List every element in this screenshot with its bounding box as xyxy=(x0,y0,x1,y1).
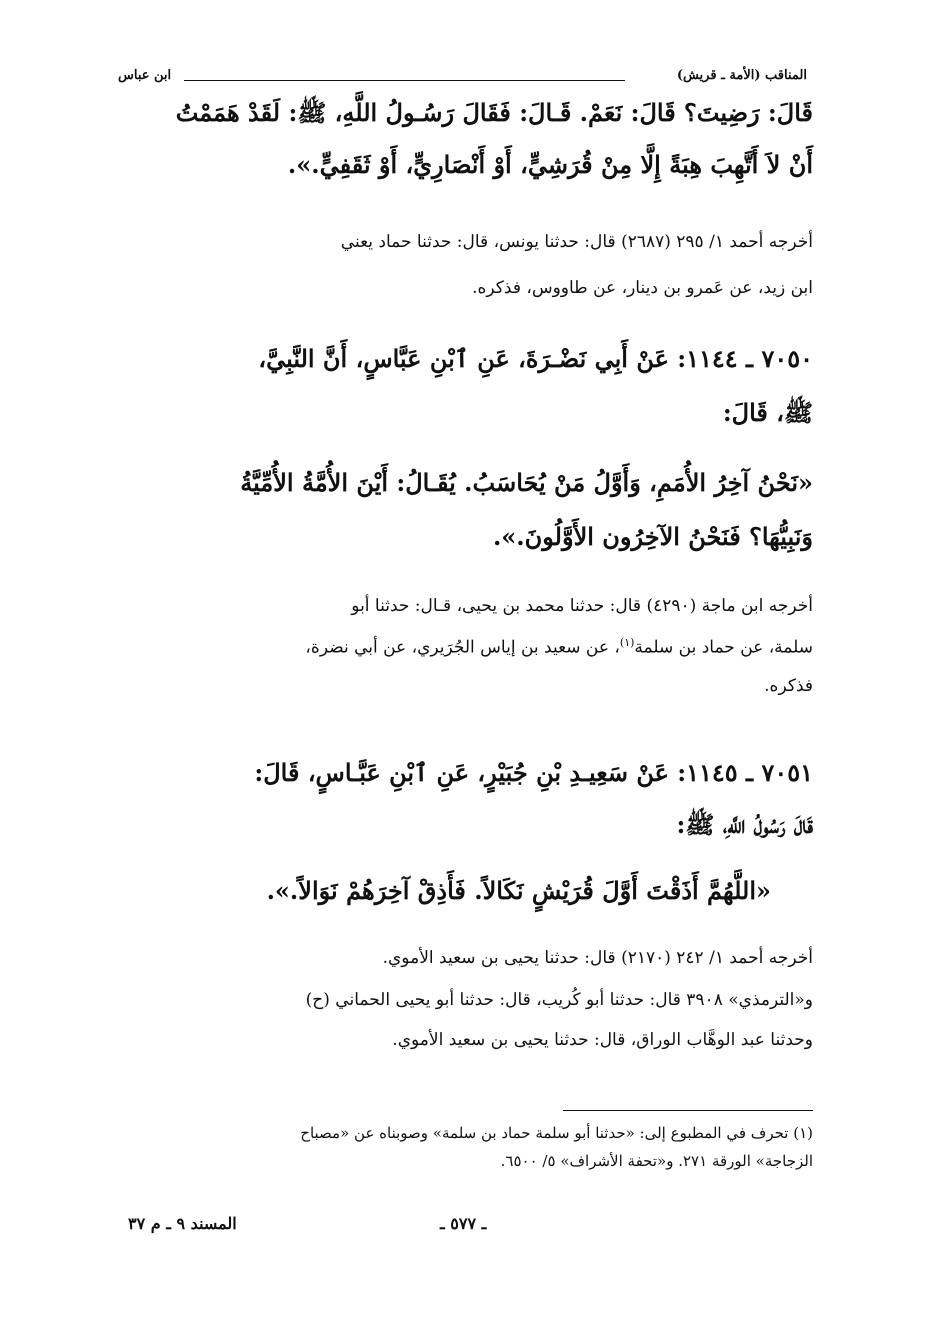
hadith-text-1-line-1: قَالَ: رَضِيتَ؟ قَالَ: نَعَمْ. قَـالَ: فَقَالَ رَسُـولُ اللَّهِ، ﷺ: لَقَدْ هَمَمْتُ xyxy=(175,98,813,127)
hadith-7051-line-1: ٧٠٥١ ـ ١١٤٥: عَنْ سَعِيـدِ بْنِ جُبَيْرٍ، عَنِ ٱبْنِ عَبَّـاسٍ، قَالَ: xyxy=(254,758,813,787)
source-note-3-line-3: وحدثنا عبد الوهَّاب الوراق، قال: حدثنا يحيى بن سعيد الأموي. xyxy=(392,1030,813,1050)
source-note-2-line-2 xyxy=(118,636,813,658)
source-note-3-line-2: و«الترمذي» ٣٩٠٨ قال: حدثنا أبو كُريب، قال: حدثنا أبو يحيى الحماني (ح) xyxy=(305,990,813,1010)
header-section-title: ابن عباس xyxy=(118,68,172,83)
source-note-2-line-1: أخرجه ابن ماجة (٤٢٩٠) قال: حدثنا محمد بن يحيى، قـال: حدثنا أبو xyxy=(351,596,813,616)
footnote-1-line-2: الزجاجة» الورقة ٢٧١. و«تحفة الأشراف» ٥/ ٦٥٠٠. xyxy=(500,1152,813,1170)
source-note-1-line-1: أخرجه أحمد ١/ ٢٩٥ (٢٦٨٧) قال: حدثنا يونس، قال: حدثنا حماد يعني xyxy=(340,232,813,252)
source-note-1-line-2: ابن زيد، عن عَمرو بن دينار، عن طاووس، فذكره. xyxy=(472,278,813,298)
source-note-2-text-b: ، عن سعيد بن إياس الجُرَيري، عن أبي نضرة، xyxy=(305,637,620,658)
header-rule xyxy=(184,80,625,81)
source-note-3-line-1: أخرجه أحمد ١/ ٢٤٢ (٢١٧٠) قال: حدثنا يحيى بن سعيد الأموي. xyxy=(382,948,813,968)
hadith-7050-line-1: ٧٠٥٠ ـ ١١٤٤: عَنْ أَبِي نَضْـرَةَ، عَنِ ٱبْنِ عَبَّاسٍ، أَنَّ النَّبِيَّ، xyxy=(258,344,813,373)
hadith-7051-line-2: قَالَ رَسُولُ اللَّهِ، ﷺ: xyxy=(676,810,813,839)
hadith-text-1-line-2: أَنْ لاَ أَتَّهِبَ هِبَةً إِلَّا مِنْ قُرَشِيٍّ، أَوْ أَنْصَارِيٍّ، أَوْ ثَقَفِيٍّ.». xyxy=(287,150,813,179)
hadith-7051-matn: «اللَّهُمَّ أَذَقْتَ أَوَّلَ قُرَيْشٍ نَكَالاً. فَأَذِقْ آخِرَهُمْ نَوَالاً.». xyxy=(266,876,771,905)
page-number: ـ ٥٧٧ ـ xyxy=(440,1214,487,1233)
volume-signature: المسند ٩ ـ م ٣٧ xyxy=(128,1214,237,1233)
footnote-separator xyxy=(563,1110,813,1111)
hadith-7050-line-2: ﷺ، قَالَ: xyxy=(722,398,813,427)
running-header xyxy=(118,66,807,90)
footnote-1-line-1: (١) تحرف في المطبوع إلى: «حدثنا أبو سلمة حماد بن سلمة» وصوبناه عن «مصباح xyxy=(300,1124,813,1142)
footnote-marker: (١) xyxy=(619,636,635,649)
source-note-2-line-3: فذكره. xyxy=(764,676,813,696)
hadith-7050-matn-line-2: وَنَبِيُّهَا؟ فَنَحْنُ الآخِرُون الأَوَّلُونَ.». xyxy=(492,522,813,551)
hadith-7050-matn-line-1: «نَحْنُ آخِرُ الأُمَمِ، وَأَوَّلُ مَنْ يُحَاسَبُ. يُقَـالُ: أَيْنَ الأُمَّةُ الأُمِّيَّةُ xyxy=(240,468,813,497)
source-note-2-text-a: سلمة، عن حماد بن سلمة xyxy=(634,637,813,658)
header-chapter-title: المناقب (الأمة ـ قريش) xyxy=(676,68,807,83)
